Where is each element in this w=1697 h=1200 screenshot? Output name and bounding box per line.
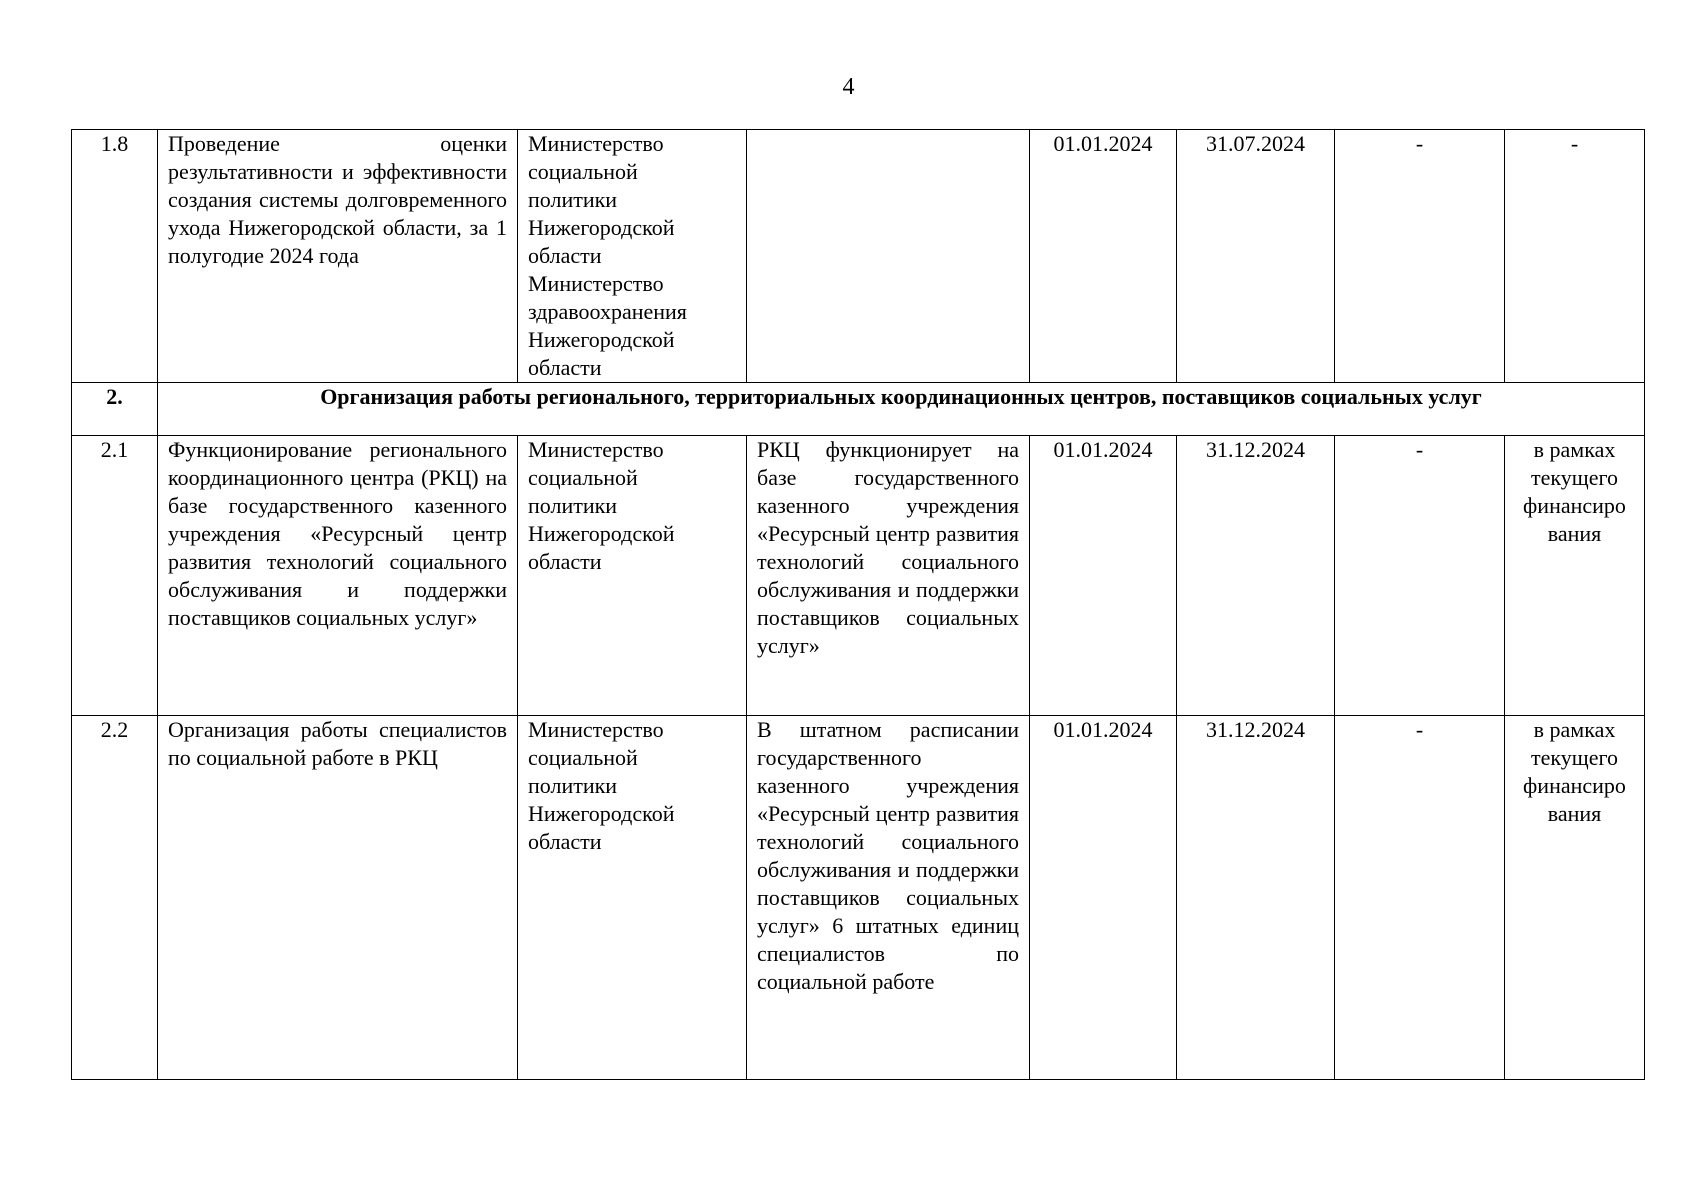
activity-cell: Функционирование регионального координационного центра (РКЦ) на базе государственного казенного учреждения «Ресурсный центр развития технологий социального обслуживания и поддержки поставщиков социальных услуг» [158, 436, 518, 716]
end-date-cell: 31.12.2024 [1177, 436, 1335, 716]
start-date-cell: 01.01.2024 [1030, 716, 1177, 1080]
table-row [72, 436, 1645, 716]
responsible-line: социальной [528, 465, 638, 490]
table-row [72, 716, 1645, 1080]
responsible-line: области [528, 829, 602, 854]
responsible-line: Нижегородской [528, 801, 675, 826]
result-cell: РКЦ функционирует на базе государственного казенного учреждения «Ресурсный центр развития технологий социального обслуживания и поддержки поставщиков социальных услуг» [747, 436, 1030, 716]
column-8-cell: в рамках текущего финансиро вания [1505, 436, 1645, 716]
section-number: 2. [72, 383, 158, 436]
responsible-line: Министерство [528, 437, 664, 462]
column-8-cell: - [1505, 130, 1645, 383]
plan-table [71, 129, 1645, 1080]
responsible-line: социальной [528, 159, 638, 184]
section-row [72, 383, 1645, 436]
responsible-line: социальной [528, 745, 638, 770]
responsible-line: области [528, 549, 602, 574]
activity-cell: Проведение оценки результативности и эффективности создания системы долговременного ухода Нижегородской области, за 1 полугодие 2024 года [158, 130, 518, 383]
responsible-cell [518, 130, 747, 383]
responsible-line: Министерство [528, 131, 664, 156]
responsible-line: политики [528, 773, 618, 798]
column-7-cell: - [1335, 130, 1505, 383]
start-date-cell: 01.01.2024 [1030, 436, 1177, 716]
responsible-cell [518, 436, 747, 716]
responsible-line: области [528, 243, 602, 268]
responsible-cell [518, 716, 747, 1080]
row-number: 2.1 [72, 436, 158, 716]
result-cell [747, 130, 1030, 383]
responsible-line: Министерство [528, 271, 664, 296]
section-title: Организация работы регионального, территориальных координационных центров, поставщиков социальных услуг [158, 383, 1645, 436]
responsible-line: Нижегородской [528, 215, 675, 240]
activity-cell: Организация работы специалистов по социальной работе в РКЦ [158, 716, 518, 1080]
table-row [72, 130, 1645, 383]
responsible-line: Нижегородской [528, 521, 675, 546]
column-7-cell: - [1335, 436, 1505, 716]
responsible-line: политики [528, 187, 618, 212]
responsible-line: здравоохранения [528, 299, 687, 324]
responsible-line: политики [528, 493, 618, 518]
responsible-line: области [528, 355, 602, 380]
column-8-cell: в рамках текущего финансиро вания [1505, 716, 1645, 1080]
end-date-cell: 31.07.2024 [1177, 130, 1335, 383]
responsible-line: Министерство [528, 717, 664, 742]
responsible-line: Нижегородской [528, 327, 675, 352]
row-number: 1.8 [72, 130, 158, 383]
start-date-cell: 01.01.2024 [1030, 130, 1177, 383]
row-number: 2.2 [72, 716, 158, 1080]
column-7-cell: - [1335, 716, 1505, 1080]
page-number: 4 [842, 74, 855, 100]
result-cell: В штатном расписании государственного казенного учреждения «Ресурсный центр развития технологий социального обслуживания и поддержки поставщиков социальных услуг» 6 штатных единиц специалистов по социальной работе [747, 716, 1030, 1080]
end-date-cell: 31.12.2024 [1177, 716, 1335, 1080]
